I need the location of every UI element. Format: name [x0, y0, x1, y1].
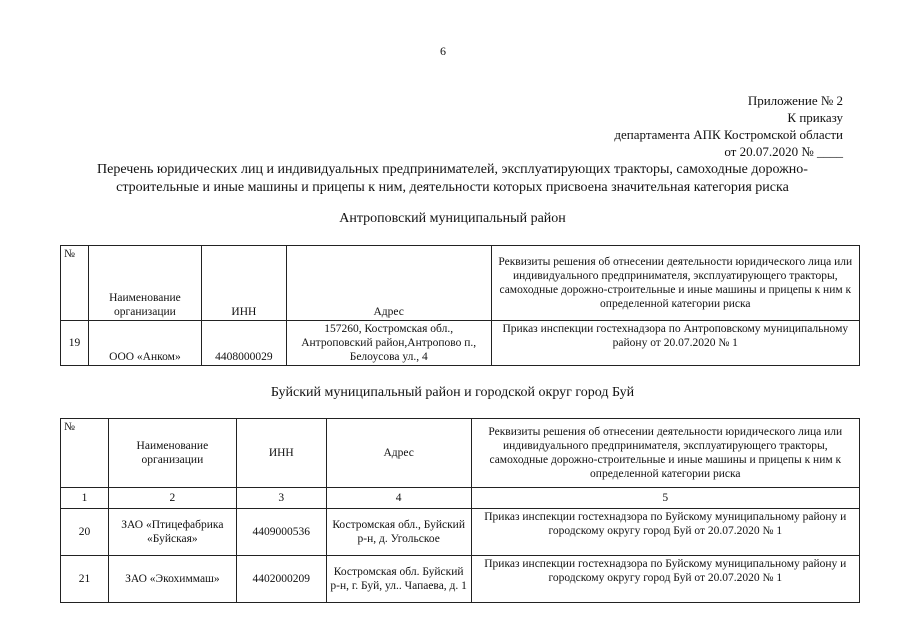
cell-address: Костромская обл., Буйский р-н, д. Угольское — [326, 509, 471, 556]
header-inn: ИНН — [201, 246, 286, 321]
header-address: Адрес — [286, 246, 491, 321]
header-name: Наименование организации — [108, 419, 236, 488]
appendix-line: от 20.07.2020 № ____ — [724, 144, 843, 159]
district-table — [60, 418, 860, 603]
document-title — [40, 161, 865, 197]
cell-inn: 4402000209 — [236, 556, 326, 603]
cell-address: Костромская обл. Буйский р-н, г. Буй, ул.. Чапаева, д. 1 — [326, 556, 471, 603]
table-header-row — [61, 419, 860, 488]
cell-name: ЗАО «Экохиммаш» — [108, 556, 236, 603]
column-number: 1 — [61, 488, 109, 509]
table-row — [61, 556, 860, 603]
appendix-block — [614, 92, 843, 160]
cell-decision: Приказ инспекции гостехнадзора по Буйскому муниципальному району и городскому округу город Буй от 20.07.2020 № 1 — [471, 509, 859, 556]
appendix-line: Приложение № 2 — [747, 93, 843, 108]
district-heading: Буйский муниципальный район и городской округ город Буй — [270, 385, 635, 400]
header-address: Адрес — [326, 419, 471, 488]
header-decision: Реквизиты решения об отнесении деятельности юридического лица или индивидуального предпринимателя, эксплуатирующего тракторы, самоходные дорожно-строительные и иные машины и прицепы к ним к определенной категории риска — [491, 246, 859, 321]
district-heading: Антроповский муниципальный район — [339, 211, 566, 226]
header-num: № — [61, 246, 89, 321]
appendix-line: К приказу — [787, 110, 843, 125]
district-table — [60, 245, 860, 366]
cell-inn: 4408000029 — [201, 321, 286, 366]
header-inn: ИНН — [236, 419, 326, 488]
title-line: строительные и иные машины и прицепы к ним, деятельности которых присвоена значительная категория риска — [116, 180, 789, 195]
column-number: 4 — [326, 488, 471, 509]
cell-address: 157260, Костромская обл., Антроповский район,Антропово п., Белоусова ул., 4 — [286, 321, 491, 366]
cell-num: 19 — [61, 321, 89, 366]
header-name: Наименование организации — [88, 246, 201, 321]
appendix-line: департамента АПК Костромской области — [614, 127, 843, 142]
cell-inn: 4409000536 — [236, 509, 326, 556]
cell-num: 20 — [61, 509, 109, 556]
column-number-row — [61, 488, 860, 509]
header-num: № — [61, 419, 109, 488]
title-line: Перечень юридических лиц и индивидуальных предпринимателей, эксплуатирующих тракторы, самоходные дорожно- — [97, 162, 808, 177]
cell-name: ООО «Анком» — [88, 321, 201, 366]
table-row — [61, 321, 860, 366]
cell-num: 21 — [61, 556, 109, 603]
cell-name: ЗАО «Птицефабрика «Буйская» — [108, 509, 236, 556]
cell-decision: Приказ инспекции гостехнадзора по Антроповскому муниципальному району от 20.07.2020 № 1 — [491, 321, 859, 366]
table-row — [61, 509, 860, 556]
column-number: 2 — [108, 488, 236, 509]
column-number: 5 — [471, 488, 859, 509]
column-number: 3 — [236, 488, 326, 509]
header-decision: Реквизиты решения об отнесении деятельности юридического лица или индивидуального предпринимателя, эксплуатирующего тракторы, самоходные дорожно-строительные и иные машины и прицепы к ним к определенной категории риска — [471, 419, 859, 488]
table-header-row — [61, 246, 860, 321]
cell-decision: Приказ инспекции гостехнадзора по Буйскому муниципальному району и городскому округу город Буй от 20.07.2020 № 1 — [471, 556, 859, 603]
page-number: 6 — [440, 44, 446, 58]
